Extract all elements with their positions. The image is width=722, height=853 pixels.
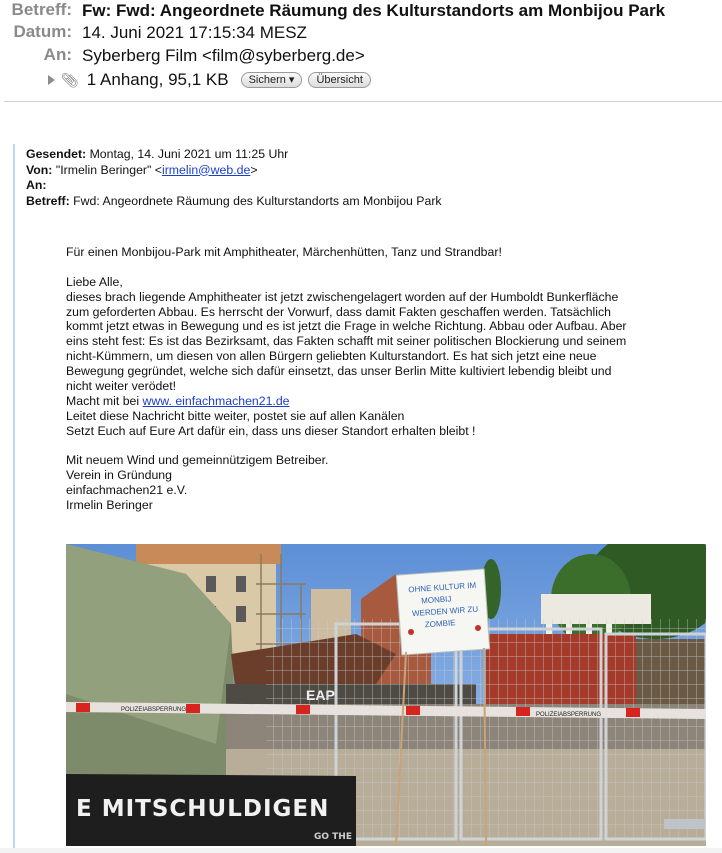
msg-line: Bewegung gegründet, welche sich dafür einsetzt, das unser Berlin Mitte kultiviert lebendig bleibt und <box>66 364 612 379</box>
subject-text: Fw: Fwd: Angeordnete Räumung des Kulturstandorts am Monbijou Park <box>82 1 666 20</box>
fwd-subject-label: Betreff: <box>26 193 70 208</box>
photo-illustration <box>66 544 706 846</box>
fwd-sent: Montag, 14. Juni 2021 um 11:25 Uhr <box>89 147 289 161</box>
fwd-from-name: "Irmelin Beringer" < <box>55 162 162 177</box>
link-prefix: Macht mit bei <box>66 393 143 408</box>
msg-signature: einfachmachen21 e.V. <box>66 483 188 498</box>
attachment-info <box>48 70 371 90</box>
msg-line: dieses brach liegende Amphitheater ist jetzt zwischengelagert worden auf der Humboldt Bunkerfläche <box>66 289 619 304</box>
to-label: An: <box>43 45 72 64</box>
sign-line4: ZOMBIE <box>424 618 456 630</box>
subject-label: Betreff: <box>11 0 72 19</box>
banner-text: E MITSCHULDIGEN <box>76 796 330 822</box>
msg-signature: Mit neuem Wind und gemeinnützigem Betreiber. <box>66 453 329 468</box>
fwd-from-label: Von: <box>26 162 53 177</box>
quote-bar <box>13 144 15 853</box>
overview-button[interactable]: Übersicht <box>308 72 370 88</box>
disclosure-triangle-icon[interactable] <box>48 75 55 85</box>
sign-line2: MONBIJ <box>420 594 452 606</box>
bottom-strip <box>0 848 722 853</box>
date-text: 14. Juni 2021 17:15:34 MESZ <box>82 23 307 42</box>
fwd-subject: Fwd: Angeordnete Räumung des Kulturstandorts am Monbijou Park <box>73 193 442 208</box>
attachment-text: 1 Anhang, 95,1 KB <box>86 70 229 89</box>
msg-line: kommt jetzt etwas in Bewegung und es ist jetzt die Frage in welche Richtung. Abbau oder Aufbau. Aber <box>66 319 627 334</box>
tape-text: POLIZEIABSPERRUNG <box>536 712 602 718</box>
header-divider <box>4 101 722 102</box>
save-button[interactable]: Sichern ▾ <box>241 72 303 88</box>
msg-line: eins steht fest: Es ist das Bezirksamt, das Fakten schafft mit seiner politischen Blockierung und seinem <box>66 334 627 349</box>
sign-line3: WERDEN WIR ZU <box>411 604 479 619</box>
attached-photo[interactable] <box>66 544 706 846</box>
fwd-sent-label: Gesendet: <box>26 147 87 161</box>
paperclip-icon: 📎︎ <box>61 71 79 88</box>
msg-line: Setzt Euch auf Eure Art dafür ein, dass uns dieser Standort erhalten bleibt ! <box>66 423 476 438</box>
fwd-to-label: An: <box>26 178 47 192</box>
msg-intro: Für einen Monbijou-Park mit Amphitheater, Märchenhütten, Tanz und Strandbar! <box>66 245 502 259</box>
msg-signature: Verein in Gründung <box>66 468 172 483</box>
date-row <box>0 22 307 44</box>
fwd-from-email-link[interactable]: irmelin@web.de <box>161 162 251 177</box>
website-link[interactable]: www. einfachmachen21.de <box>142 393 290 408</box>
subject-row <box>0 0 666 22</box>
msg-line: zum geforderten Abbau. Es herrscht der Vorwurf, dass damit Fakten geschaffen werden. Tatsächlich <box>66 304 612 319</box>
to-text[interactable]: Syberberg Film <film@syberberg.de> <box>82 46 365 65</box>
banner-subtext: GO THE <box>314 832 352 842</box>
to-row <box>0 45 365 67</box>
msg-line: nicht-Kümmern, um diesen von allen Bürgern geliebten Kulturstandort. Es hat sich jetzt eine neue <box>66 349 597 364</box>
fwd-from-end: > <box>250 162 258 177</box>
forwarded-header <box>26 147 442 209</box>
msg-line: nicht weiter verödet! <box>66 379 177 394</box>
sign-line1: OHNE KULTUR IM <box>408 580 477 595</box>
msg-greeting: Liebe Alle, <box>66 274 123 289</box>
msg-signature: Irmelin Beringer <box>66 498 153 513</box>
tape-text: POLIZEIABSPERRUNG <box>121 707 187 713</box>
msg-link-line <box>66 394 706 409</box>
date-label: Datum: <box>13 22 72 41</box>
message-body <box>66 245 706 513</box>
msg-line: Leitet diese Nachricht bitte weiter, postet sie auf allen Kanälen <box>66 408 405 423</box>
